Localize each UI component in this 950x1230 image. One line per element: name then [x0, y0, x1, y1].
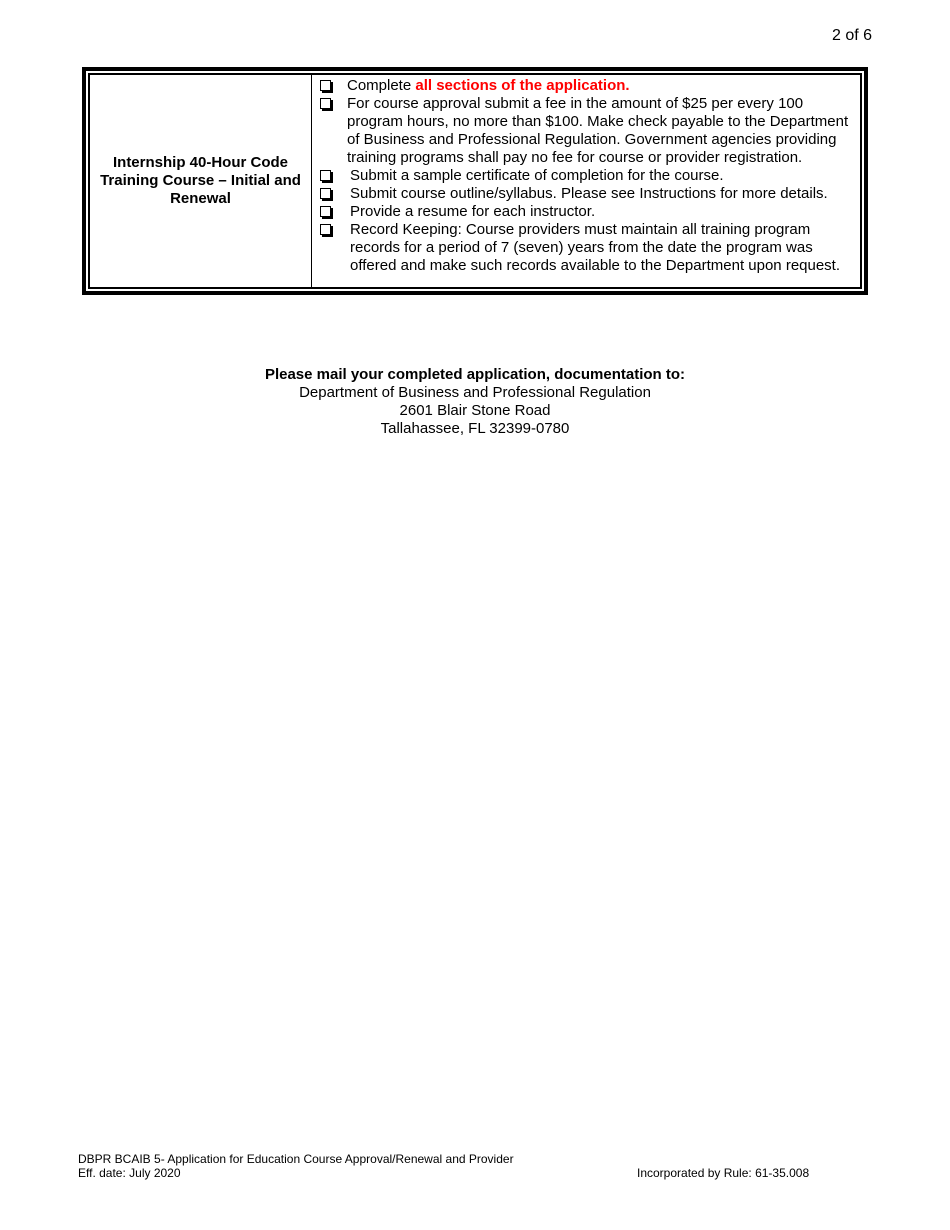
requirement-item	[320, 221, 860, 275]
footer-form-title: DBPR BCAIB 5- Application for Education Course Approval/Renewal and Provider	[78, 1152, 514, 1166]
requirement-item	[320, 77, 860, 95]
requirement-text: Record Keeping: Course providers must maintain all training program records for a period of 7 (seven) years from the date the program was offered and make such records available to the Department upon request.	[350, 221, 841, 274]
requirement-text: Submit course outline/syllabus. Please see Instructions for more details.	[350, 185, 828, 202]
checkbox-icon[interactable]	[320, 185, 332, 203]
requirement-text	[347, 77, 860, 95]
requirements-table-inner	[89, 74, 861, 288]
requirement-item	[320, 203, 860, 221]
footer-rule: Incorporated by Rule: 61-35.008	[637, 1166, 810, 1180]
footer-left	[78, 1152, 514, 1180]
requirement-text: Submit a sample certificate of completion for the course.	[350, 167, 724, 184]
mailing-address-block	[0, 366, 950, 438]
requirement-prefix: Complete	[347, 77, 416, 94]
mailing-heading: Please mail your completed application, documentation to:	[264, 366, 686, 383]
requirements-list	[320, 77, 860, 275]
footer-eff-date: Eff. date: July 2020	[78, 1166, 181, 1180]
checkbox-icon[interactable]	[320, 203, 332, 221]
course-title: Internship 40-Hour Code Training Course – Initial and Renewal	[100, 154, 301, 207]
requirement-text: For course approval submit a fee in the amount of $25 per every 100 program hours, no more than $100. Make check payable to the Department of Business and Professional Regulation. Government agencies providing training programs shall pay no fee for course or provider registration.	[347, 95, 849, 166]
course-title-cell	[90, 75, 312, 287]
checkbox-icon[interactable]	[320, 95, 332, 167]
requirement-item	[320, 185, 860, 203]
requirement-text: Provide a resume for each instructor.	[350, 203, 596, 220]
requirements-table	[82, 67, 868, 295]
checkbox-icon[interactable]	[320, 77, 332, 95]
requirement-item	[320, 167, 860, 185]
page-number: 2 of 6	[831, 27, 872, 44]
checkbox-icon[interactable]	[320, 167, 332, 185]
mailing-line-city: Tallahassee, FL 32399-0780	[380, 420, 570, 437]
requirement-item	[320, 95, 860, 167]
mailing-line-street: 2601 Blair Stone Road	[399, 402, 551, 419]
mailing-line-department: Department of Business and Professional Regulation	[299, 384, 651, 401]
checkbox-icon[interactable]	[320, 221, 332, 275]
requirements-cell	[312, 75, 860, 287]
requirement-highlight: all sections of the application.	[415, 77, 630, 94]
